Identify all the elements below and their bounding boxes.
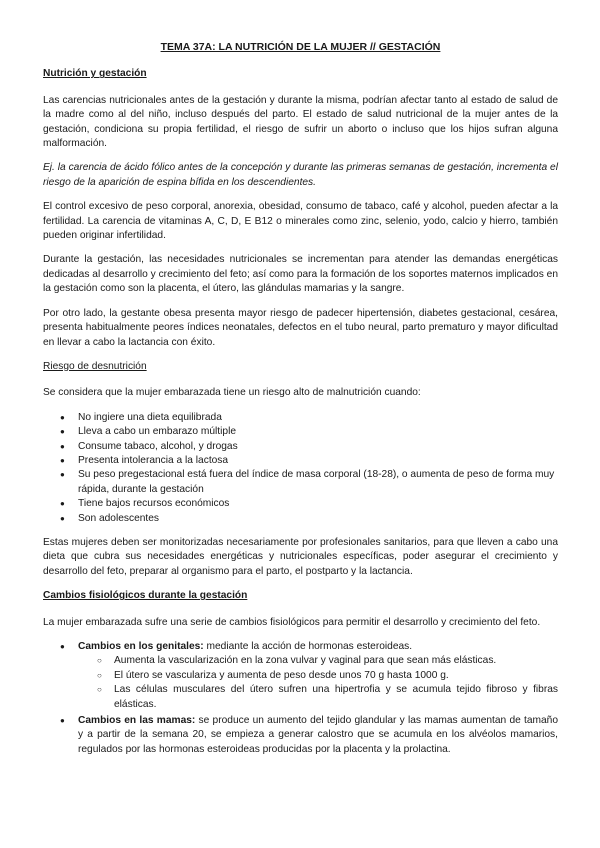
list-item-mamas (43, 714, 558, 757)
list-item-genitales (43, 640, 558, 712)
paragraph: La mujer embarazada sufre una serie de cambios fisiológicos para permitir el desarrollo y crecimiento del feto. (43, 616, 541, 628)
section-heading-desnutricion: Riesgo de desnutrición (43, 360, 147, 372)
document-title: TEMA 37A: LA NUTRICIÓN DE LA MUJER // GESTACIÓN (160, 41, 441, 53)
list-item: ● No ingiere una dieta equilibrada (43, 411, 558, 425)
list-item: ● Su peso pregestacional está fuera del índice de masa corporal (18-28), o aumenta de peso de forma muy rápida, durante la gestación (43, 468, 558, 497)
list-item: ● Tiene bajos recursos económicos (43, 497, 558, 511)
paragraph: Se considera que la mujer embarazada tiene un riesgo alto de malnutrición cuando: (43, 387, 421, 399)
risk-list (43, 411, 558, 526)
section-heading-nutricion: Nutrición y gestación (43, 68, 147, 80)
list-item-text: mediante la acción de hormonas esteroideas. (203, 641, 413, 652)
paragraph: El control excesivo de peso corporal, anorexia, obesidad, consumo de tabaco, café y alcohol, pueden afectar a la fertilidad. La carencia de vitaminas A, C, D, E B12 o minerales como zinc, selenio, yodo, calcio y hierro, también pueden originar infertilidad. (43, 201, 558, 242)
list-item: ● Consume tabaco, alcohol, y drogas (43, 440, 558, 454)
sub-list (78, 654, 558, 712)
section-heading-cambios: Cambios fisiológicos durante la gestación (43, 590, 248, 602)
paragraph: Las carencias nutricionales antes de la gestación y durante la misma, podrían afectar tanto al estado de salud de la madre como al del niño, incluso después del parto. El estado de salud nutricional de la mujer antes de la gestación, condiciona su propia fertilidad, el riesgo de sufrir un aborto o incluso que los hijos sufran alguna malformación. (43, 94, 558, 150)
sub-list-item: ○ Las células musculares del útero sufren una hipertrofia y se acumula tejido fibroso y fibras elásticas. (78, 683, 558, 712)
paragraph: Durante la gestación, las necesidades nutricionales se incrementan para atender las demandas energéticas dedicadas al desarrollo y crecimiento del feto; así como para la formación de los soportes maternos implicados en la gestación como son la placenta, el útero, las glándulas mamarias y la sangre. (43, 254, 558, 295)
list-item-text: se produce un aumento del tejido glandular y las mamas aumentan de tamaño y a partir de la semana 20, se empieza a generar calostro que se acumula en los alvéolos mamarios, regulados por las hormonas esteroideas producidas por la placenta y la prolactina. (78, 715, 558, 755)
list-item-label: Cambios en los genitales: (78, 641, 204, 652)
list-item: ● Presenta intolerancia a la lactosa (43, 454, 558, 468)
sub-list-item: ○ Aumenta la vascularización en la zona vulvar y vaginal para que sean más elásticas. (78, 654, 558, 668)
paragraph: Estas mujeres deben ser monitorizadas necesariamente por profesionales sanitarios, para que lleven a cabo una dieta que cubra sus necesidades energéticas y nutricionales específicas, poder asegurar el crecimiento y desarrollo del feto, preparar al organismo para el parto, el postparto y la lactancia. (43, 536, 558, 577)
changes-list (43, 640, 558, 757)
document-page (43, 40, 558, 759)
paragraph: Por otro lado, la gestante obesa presenta mayor riesgo de padecer hipertensión, diabetes gestacional, cesárea, presenta habitualmente peores índices neonatales, defectos en el tubo neural, parto prematuro y mayor dificultad en llevar a cabo la lactancia con éxito. (43, 307, 558, 348)
example-paragraph: Ej. la carencia de ácido fólico antes de la concepción y durante las primeras semanas de gestación, incrementa el riesgo de la aparición de espina bífida en los descendientes. (43, 162, 558, 188)
list-item: ● Lleva a cabo un embarazo múltiple (43, 425, 558, 439)
sub-list-item: ○ El útero se vasculariza y aumenta de peso desde unos 70 g hasta 1000 g. (78, 669, 558, 683)
list-item: ● Son adolescentes (43, 512, 558, 526)
list-item-label: Cambios en las mamas: (78, 715, 196, 727)
